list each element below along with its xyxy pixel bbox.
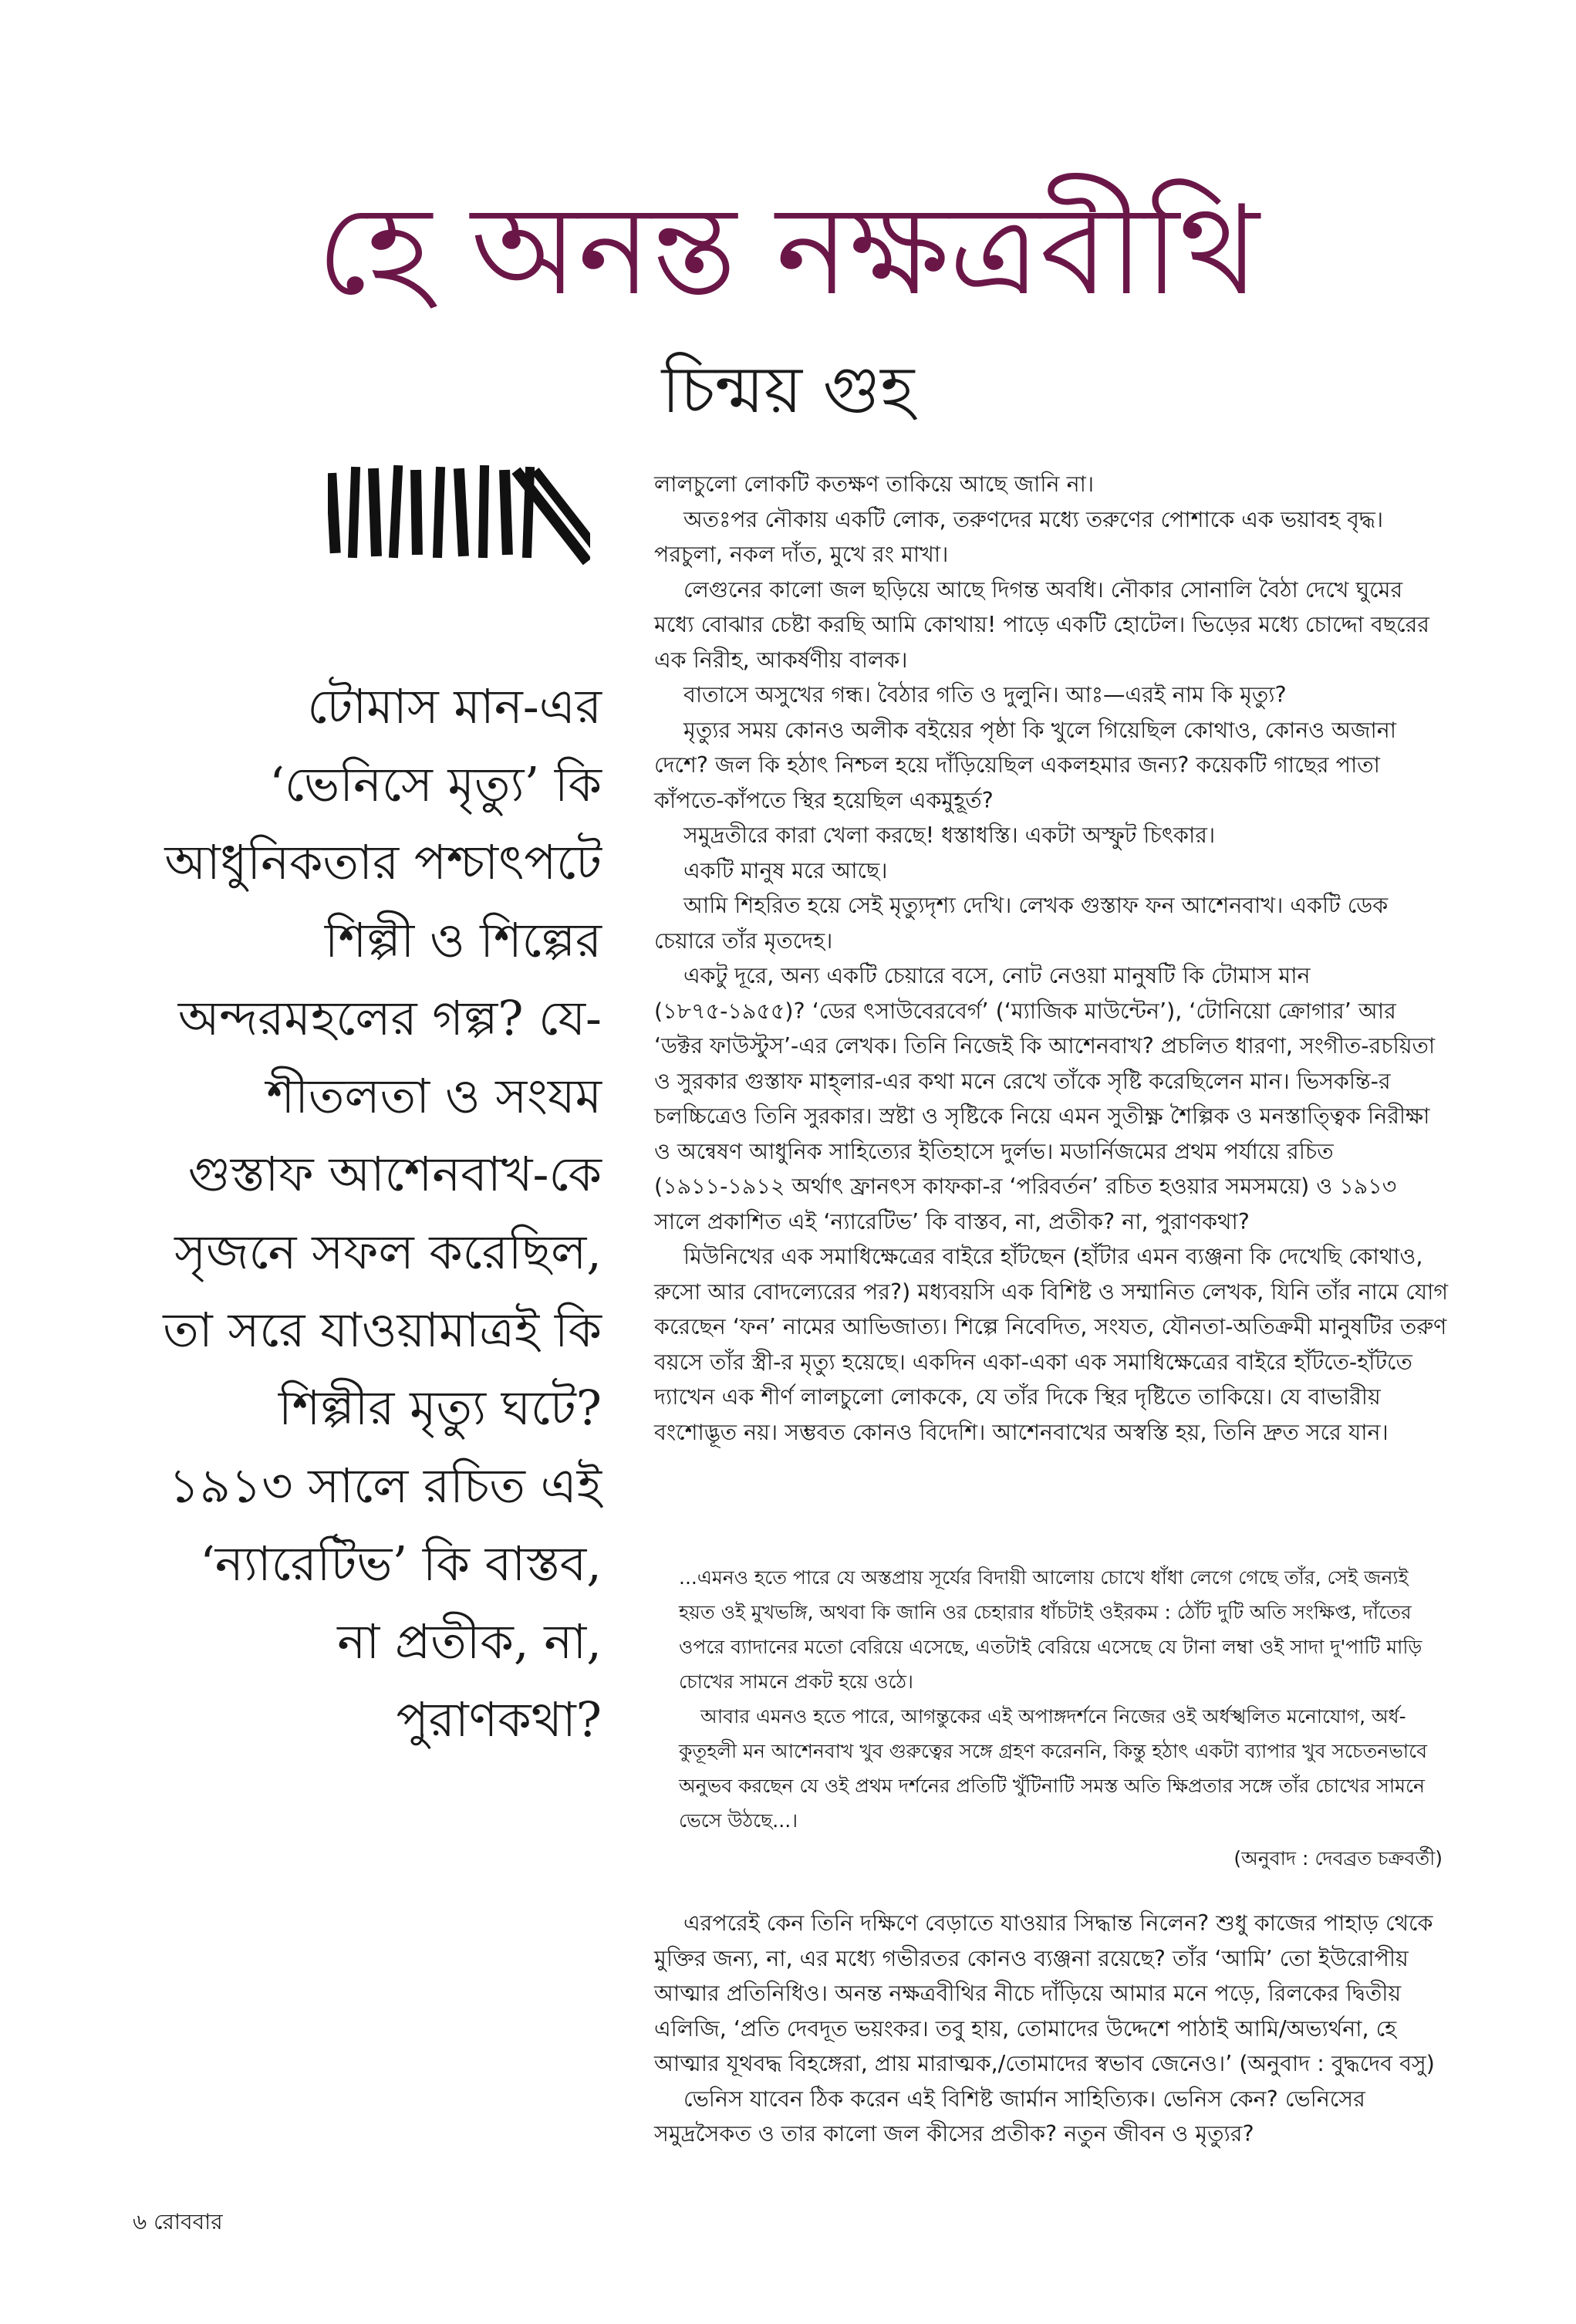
body-paragraph: লেগুনের কালো জল ছড়িয়ে আছে দিগন্ত অবধি। নৌকার সোনালি বৈঠা দেখে ঘুমের মধ্যে বোঝার চেষ্টা করছি আমি কোথায়! পাড়ে একটি হোটেল। ভিড়ের মধ্যে চোদ্দো বছরের এক নিরীহ, আকর্ষণীয় বালক।: [654, 576, 1429, 673]
quote-credit: (অনুবাদ : দেবব্রত চক্রবর্তী): [1233, 1847, 1443, 1870]
body-paragraph: বাতাসে অসুখের গন্ধ। বৈঠার গতি ও দুলুনি। আঃ—এরই নাম কি মৃত্যু?: [683, 682, 1287, 708]
article-body: [654, 467, 1449, 1450]
author-name: চিন্ময় গুহ: [661, 352, 915, 427]
block-quote: [679, 1560, 1443, 1876]
quote-paragraph: ...এমনও হতে পারে যে অস্তপ্রায় সূর্যের বিদায়ী আলোয় চোখে ধাঁধা লেগে গেছে তাঁর, সেই জন্যই হয়ত ওই মুখভঙ্গি, অথবা কি জানি ওর চেহারার ধাঁচটাই ওইরকম : ঠোঁট দুটি অতি সংক্ষিপ্ত, দাঁতের ওপরে ব্যাদানের মতো বেরিয়ে এসেছে, এতটাই বেরিয়ে এসেছে যে টানা লম্বা ওই সাদা দু'পাটি মাড়ি চোখের সামনে প্রকট হয়ে ওঠে।: [679, 1566, 1422, 1693]
body-paragraph: মৃত্যুর সময় কোনও অলীক বইয়ের পৃষ্ঠা কি খুলে গিয়েছিল কোথাও, কোনও অজানা দেশে? জল কি হঠাৎ নিশ্চল হয়ে দাঁড়িয়েছিল একলহমার জন্য? কয়েকটি গাছের পাতা কাঁপতে-কাঁপতে স্থির হয়েছিল একমুহূর্ত?: [654, 717, 1397, 813]
tally-marks-graphic: [328, 459, 590, 567]
body-paragraph: লালচুলো লোকটি কতক্ষণ তাকিয়ে আছে জানি না।: [654, 471, 1095, 497]
body-paragraph: আমি শিহরিত হয়ে সেই মৃত্যুদৃশ্য দেখি। লেখক গুস্তাফ ফন আশেনবাখ। একটি ডেক চেয়ারে তাঁর মৃতদেহ।: [654, 893, 1389, 954]
quote-paragraph: আবার এমনও হতে পারে, আগন্তুকের এই অপাঙ্গদর্শনে নিজের ওই অর্ধস্খলিত মনোযোগ, অর্ধ-কুতূহলী মন আশেনবাখ খুব গুরুত্বের সঙ্গে গ্রহণ করেননি, কিন্তু হঠাৎ একটা ব্যাপার খুব সচেতনভাবে অনুভব করছেন যে ওই প্রথম দর্শনের প্রতিটি খুঁটিনাটি সমস্ত অতি ক্ষিপ্রতার সঙ্গে তাঁর চোখের সামনে ভেসে উঠছে...।: [679, 1705, 1428, 1832]
body-paragraph: একটি মানুষ মরে আছে।: [683, 857, 888, 883]
body-paragraph: ভেনিস যাবেন ঠিক করেন এই বিশিষ্ট জার্মান সাহিত্যিক। ভেনিস কেন? ভেনিসের সমুদ্রসৈকত ও তার কালো জল কীসের প্রতীক? নতুন জীবন ও মৃত্যুর?: [654, 2086, 1365, 2147]
body-paragraph: একটু দূরে, অন্য একটি চেয়ারে বসে, নোট নেওয়া মানুষটি কি টোমাস মান (১৮৭৫-১৯৫৫)? ‘ডের ৎসাউবেরবের্গ’ (‘ম্যাজিক মাউন্টেন’), ‘টোনিয়ো ক্রোগার’ আর ‘ডক্টর ফাউস্টুস’-এর লেখক। তিনি নিজেই কি আশেনবাখ? প্রচলিত ধারণা, সংগীত-রচয়িতা ও সুরকার গুস্তাফ মাহ্‌লার-এর কথা মনে রেখে তাঁকে সৃষ্টি করেছিলেন মান। ভিসকন্তি-র চলচ্চিত্রেও তিনি সুরকার। স্রষ্টা ও সৃষ্টিকে নিয়ে এমন সুতীক্ষ্ণ শৈল্পিক ও মনস্তাত্ত্বিক নিরীক্ষা ও অন্বেষণ আধুনিক সাহিত্যের ইতিহাসে দুর্লভ। মডার্নিজমের প্রথম পর্যায়ে রচিত (১৯১১-১৯১২ অর্থাৎ ফ্রানৎস কাফকা-র ‘পরিবর্তন’ রচিত হওয়ার সমসময়ে) ও ১৯১৩ সালে প্রকাশিত এই ‘ন্যারেটিভ’ কি বাস্তব, না, প্রতীক? না, পুরাণকথা?: [654, 963, 1436, 1235]
article-body-continued: [654, 1906, 1449, 2152]
body-paragraph: মিউনিখের এক সমাধিক্ষেত্রের বাইরে হাঁটছেন (হাঁটার এমন ব্যঞ্জনা কি দেখেছি কোথাও, রুসো আর বোদল্যেরের পর?) মধ্যবয়সি এক বিশিষ্ট ও সম্মানিত লেখক, যিনি তাঁর নামে যোগ করেছেন ‘ফন’ নামের আভিজাত্য। শিল্পে নিবেদিত, সংযত, যৌনতা-অতিক্রমী মানুষটির তরুণ বয়সে তাঁর স্ত্রী-র মৃত্যু হয়েছে। একদিন একা-একা এক সমাধিক্ষেত্রের বাইরে হাঁটতে-হাঁটতে দ্যাখেন এক শীর্ণ লালচুলো লোককে, যে তাঁর দিকে স্থির দৃষ্টিতে তাকিয়ে। যে বাভারীয় বংশোদ্ভূত নয়। সম্ভবত কোনও বিদেশি। আশেনবাখের অস্বস্তি হয়, তিনি দ্রুত সরে যান।: [654, 1244, 1449, 1445]
article-title: হে অনন্ত নক্ষত্রবীথি: [316, 178, 1260, 323]
page-footer: ৬ রোববার: [133, 2209, 223, 2234]
pull-quote: টোমাস মান-এর ‘ভেনিসে মৃত্যু’ কি আধুনিকতার পশ্চাৎপটে শিল্পী ও শিল্পের অন্দরমহলের গল্প? যে-শীতলতা ও সংযম গুস্তাফ আশেনবাখ-কে সৃজনে সফল করেছিল, তা সরে যাওয়ামাত্রই কি শিল্পীর মৃত্যু ঘটে? ১৯১৩ সালে রচিত এই ‘ন্যারেটিভ’ কি বাস্তব, না প্রতীক, না, পুরাণকথা?: [163, 678, 602, 1748]
body-paragraph: এরপরেই কেন তিনি দক্ষিণে বেড়াতে যাওয়ার সিদ্ধান্ত নিলেন? শুধু কাজের পাহাড় থেকে মুক্তির জন্য, না, এর মধ্যে গভীরতর কোনও ব্যঞ্জনা রয়েছে? তাঁর ‘আমি’ তো ইউরোপীয় আত্মার প্রতিনিধিও। অনন্ত নক্ষত্রবীথির নীচে দাঁড়িয়ে আমার মনে পড়ে, রিলকের দ্বিতীয় এলিজি, ‘প্রতি দেবদূত ভয়ংকর। তবু হায়, তোমাদের উদ্দেশে পাঠাই আমি/অভ্যর্থনা, হে আত্মার যূথবদ্ধ বিহঙ্গেরা, প্রায় মারাত্মক,/তোমাদের স্বভাব জেনেও।’ (অনুবাদ : বুদ্ধদেব বসু): [654, 1910, 1435, 2076]
body-paragraph: অতঃপর নৌকায় একটি লোক, তরুণদের মধ্যে তরুণের পোশাকে এক ভয়াবহ বৃদ্ধ। পরচুলা, নকল দাঁত, মুখে রং মাখা।: [654, 506, 1384, 567]
body-paragraph: সমুদ্রতীরে কারা খেলা করছে! ধস্তাধস্তি। একটা অস্ফুট চিৎকার।: [683, 823, 1216, 848]
